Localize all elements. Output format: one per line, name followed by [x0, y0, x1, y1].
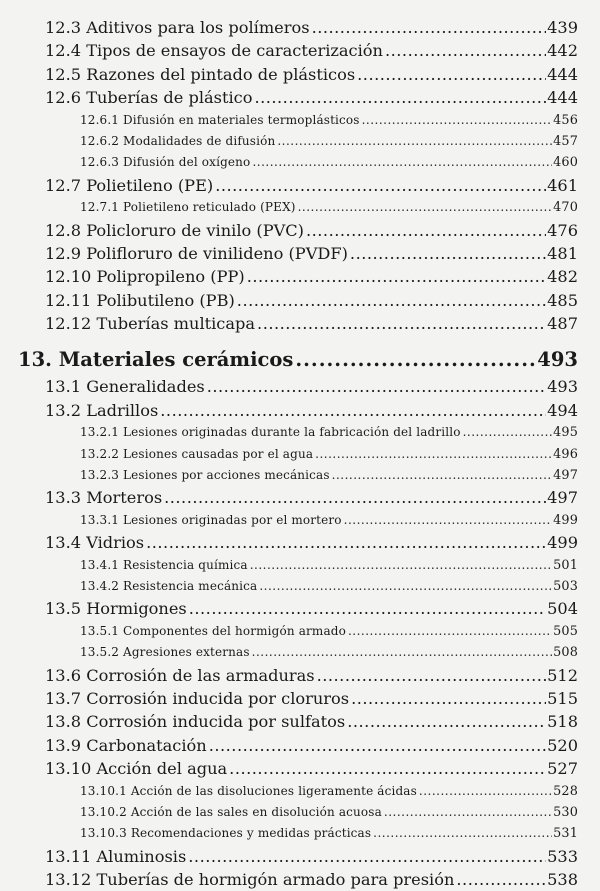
entry-title: 12.5 Razones del pintado de plásticos [45, 64, 356, 84]
dot-leader [312, 16, 547, 39]
entry-title: 13.4.2 Resistencia mecánica [80, 578, 258, 593]
dot-leader [254, 86, 546, 109]
entry-page-number: 460 [553, 155, 578, 171]
toc-subsection-entry [0, 642, 600, 663]
dot-leader [247, 265, 546, 288]
chapter-page-number: 493 [537, 348, 578, 372]
dot-leader [456, 868, 546, 891]
entry-page-number: 470 [553, 200, 578, 216]
toc-section-entry [0, 868, 600, 891]
entry-title: 13.3 Morteros [45, 488, 163, 508]
dot-leader [317, 664, 547, 687]
dot-leader [215, 174, 546, 197]
dot-leader [332, 465, 552, 486]
toc-section-entry [0, 757, 600, 780]
toc-subsection-entry [0, 131, 600, 152]
dot-leader [209, 734, 546, 757]
dot-leader [315, 444, 552, 465]
toc-section-entry [0, 399, 600, 422]
dot-leader [189, 597, 546, 620]
entry-page-number: 518 [547, 712, 578, 732]
entry-title: 12.7 Polietileno (PE) [45, 175, 214, 195]
toc-section-entry [0, 664, 600, 687]
entry-title: 12.12 Tuberías multicapa [45, 314, 256, 334]
entry-page-number: 520 [547, 735, 578, 755]
dot-leader [357, 63, 546, 86]
dot-leader [229, 757, 546, 780]
dot-leader [463, 422, 553, 443]
toc-section-entry [0, 312, 600, 335]
toc-section-entry [0, 597, 600, 620]
entry-title: 12.6.1 Difusión en materiales termoplásticos [80, 112, 360, 127]
table-of-contents [0, 16, 600, 891]
entry-title: 13.4.1 Resistencia química [80, 557, 248, 572]
entry-title: 13.10.3 Recomendaciones y medidas prácticas [80, 826, 372, 841]
entry-title: 13.5.2 Agresiones externas [80, 645, 250, 660]
entry-page-number: 442 [547, 41, 578, 61]
toc-subsection-entry [0, 555, 600, 576]
entry-title: 13.7 Corrosión inducida por cloruros [45, 688, 350, 708]
entry-page-number: 444 [547, 64, 578, 84]
toc-section-entry [0, 242, 600, 265]
entry-title: 13.3.1 Lesiones originadas por el mortero [80, 512, 342, 527]
dot-leader [252, 152, 552, 173]
toc-subsection-entry [0, 576, 600, 597]
entry-page-number: 476 [547, 220, 578, 240]
toc-subsection-entry [0, 781, 600, 802]
entry-page-number: 493 [547, 377, 578, 397]
entry-page-number: 444 [547, 88, 578, 108]
dot-leader [295, 345, 536, 375]
entry-title: 13.10.1 Acción de las disoluciones ligeramente ácidas [80, 783, 417, 798]
toc-subsection-entry [0, 152, 600, 173]
entry-page-number: 533 [547, 846, 578, 866]
entry-title: 13.10 Acción del agua [45, 759, 228, 779]
toc-section-entry [0, 289, 600, 312]
entry-page-number: 528 [553, 783, 578, 799]
dot-leader [373, 823, 552, 844]
entry-title: 12.7.1 Polietileno reticulado (PEX) [80, 200, 296, 215]
toc-subsection-entry [0, 823, 600, 844]
toc-subsection-entry [0, 110, 600, 131]
entry-page-number: 456 [553, 112, 578, 128]
dot-leader [259, 576, 552, 597]
dot-leader [277, 131, 552, 152]
entry-title: 12.4 Tipos de ensayos de caracterización [45, 41, 383, 61]
toc-section-entry [0, 219, 600, 242]
entry-page-number: 497 [553, 468, 578, 484]
dot-leader [351, 687, 546, 710]
toc-section-12-continued [0, 16, 600, 335]
toc-section-entry [0, 86, 600, 109]
toc-section-entry [0, 63, 600, 86]
entry-title: 12.11 Polibutileno (PB) [45, 290, 235, 310]
entry-page-number: 495 [553, 425, 578, 441]
dot-leader [306, 219, 546, 242]
entry-page-number: 531 [553, 826, 578, 842]
entry-title: 13.9 Carbonatación [45, 735, 207, 755]
entry-title: 13.2.2 Lesiones causadas por el agua [80, 446, 314, 461]
entry-title: 13.6 Corrosión de las armaduras [45, 665, 315, 685]
dot-leader [298, 197, 553, 218]
entry-page-number: 515 [547, 688, 578, 708]
toc-section-entry [0, 375, 600, 398]
entry-title: 12.3 Aditivos para los polímeros [45, 18, 310, 37]
toc-subsection-entry [0, 422, 600, 443]
toc-section-entry [0, 531, 600, 554]
entry-title: 13.12 Tuberías de hormigón armado para presión [45, 870, 455, 890]
dot-leader [252, 642, 552, 663]
entry-title: 13.5.1 Componentes del hormigón armado [80, 623, 346, 638]
toc-section-entry [0, 486, 600, 509]
toc-subsection-entry [0, 802, 600, 823]
dot-leader [344, 510, 552, 531]
entry-page-number: 504 [547, 599, 578, 619]
dot-leader [160, 399, 546, 422]
entry-page-number: 503 [553, 578, 578, 594]
dot-leader [348, 621, 552, 642]
dot-leader [237, 289, 546, 312]
entry-page-number: 487 [547, 314, 578, 334]
entry-page-number: 538 [547, 870, 578, 890]
entry-page-number: 499 [553, 512, 578, 528]
dot-leader [207, 375, 546, 398]
toc-section-entry [0, 265, 600, 288]
entry-title: 12.6.2 Modalidades de difusión [80, 133, 276, 148]
entry-title: 13.2.1 Lesiones originadas durante la fabricación del ladrillo [80, 425, 461, 440]
entry-page-number: 499 [547, 533, 578, 553]
dot-leader [384, 802, 552, 823]
dot-leader [350, 242, 546, 265]
entry-title: 13.10.2 Acción de las sales en disolución acuosa [80, 804, 382, 819]
dot-leader [250, 555, 552, 576]
toc-section-entry [0, 16, 600, 39]
toc-subsection-entry [0, 197, 600, 218]
toc-section-entry [0, 734, 600, 757]
entry-page-number: 501 [553, 557, 578, 573]
chapter-title: 13. Materiales cerámicos [18, 348, 294, 372]
entry-title: 13.8 Corrosión inducida por sulfatos [45, 712, 346, 732]
entry-page-number: 508 [553, 645, 578, 661]
dot-leader [146, 531, 546, 554]
entry-page-number: 482 [547, 267, 578, 287]
entry-title: 12.6 Tuberías de plástico [45, 88, 253, 108]
entry-page-number: 512 [547, 665, 578, 685]
entry-page-number: 496 [553, 446, 578, 462]
entry-page-number: 485 [547, 290, 578, 310]
entry-page-number: 497 [547, 488, 578, 508]
toc-section-entry [0, 687, 600, 710]
toc-subsection-entry [0, 465, 600, 486]
entry-title: 12.10 Polipropileno (PP) [45, 267, 245, 287]
dot-leader [362, 110, 553, 131]
dot-leader [164, 486, 546, 509]
entry-title: 13.4 Vidrios [45, 533, 145, 553]
entry-title: 12.8 Policloruro de vinilo (PVC) [45, 220, 304, 240]
entry-title: 13.2.3 Lesiones por acciones mecánicas [80, 468, 330, 483]
toc-section-entry [0, 39, 600, 62]
chapter-heading [0, 345, 600, 375]
toc-subsection-entry [0, 444, 600, 465]
entry-page-number: 505 [553, 623, 578, 639]
toc-section-entry [0, 710, 600, 733]
entry-page-number: 457 [553, 133, 578, 149]
entry-title: 12.6.3 Difusión del oxígeno [80, 155, 251, 170]
toc-subsection-entry [0, 621, 600, 642]
entry-page-number: 481 [547, 243, 578, 263]
entry-title: 13.2 Ladrillos [45, 400, 159, 420]
toc-section-entry [0, 845, 600, 868]
entry-title: 12.9 Polifloruro de vinilideno (PVDF) [45, 243, 348, 263]
dot-leader [347, 710, 546, 733]
entry-page-number: 527 [547, 759, 578, 779]
toc-section-entry [0, 174, 600, 197]
toc-subsection-entry [0, 510, 600, 531]
entry-page-number: 439 [547, 18, 578, 37]
dot-leader [385, 39, 546, 62]
toc-section-13 [0, 375, 600, 891]
entry-page-number: 494 [547, 400, 578, 420]
entry-title: 13.5 Hormigones [45, 599, 187, 619]
dot-leader [188, 845, 546, 868]
entry-page-number: 461 [547, 175, 578, 195]
dot-leader [257, 312, 546, 335]
entry-title: 13.1 Generalidades [45, 377, 205, 397]
entry-title: 13.11 Aluminosis [45, 846, 187, 866]
entry-page-number: 530 [553, 804, 578, 820]
dot-leader [419, 781, 552, 802]
